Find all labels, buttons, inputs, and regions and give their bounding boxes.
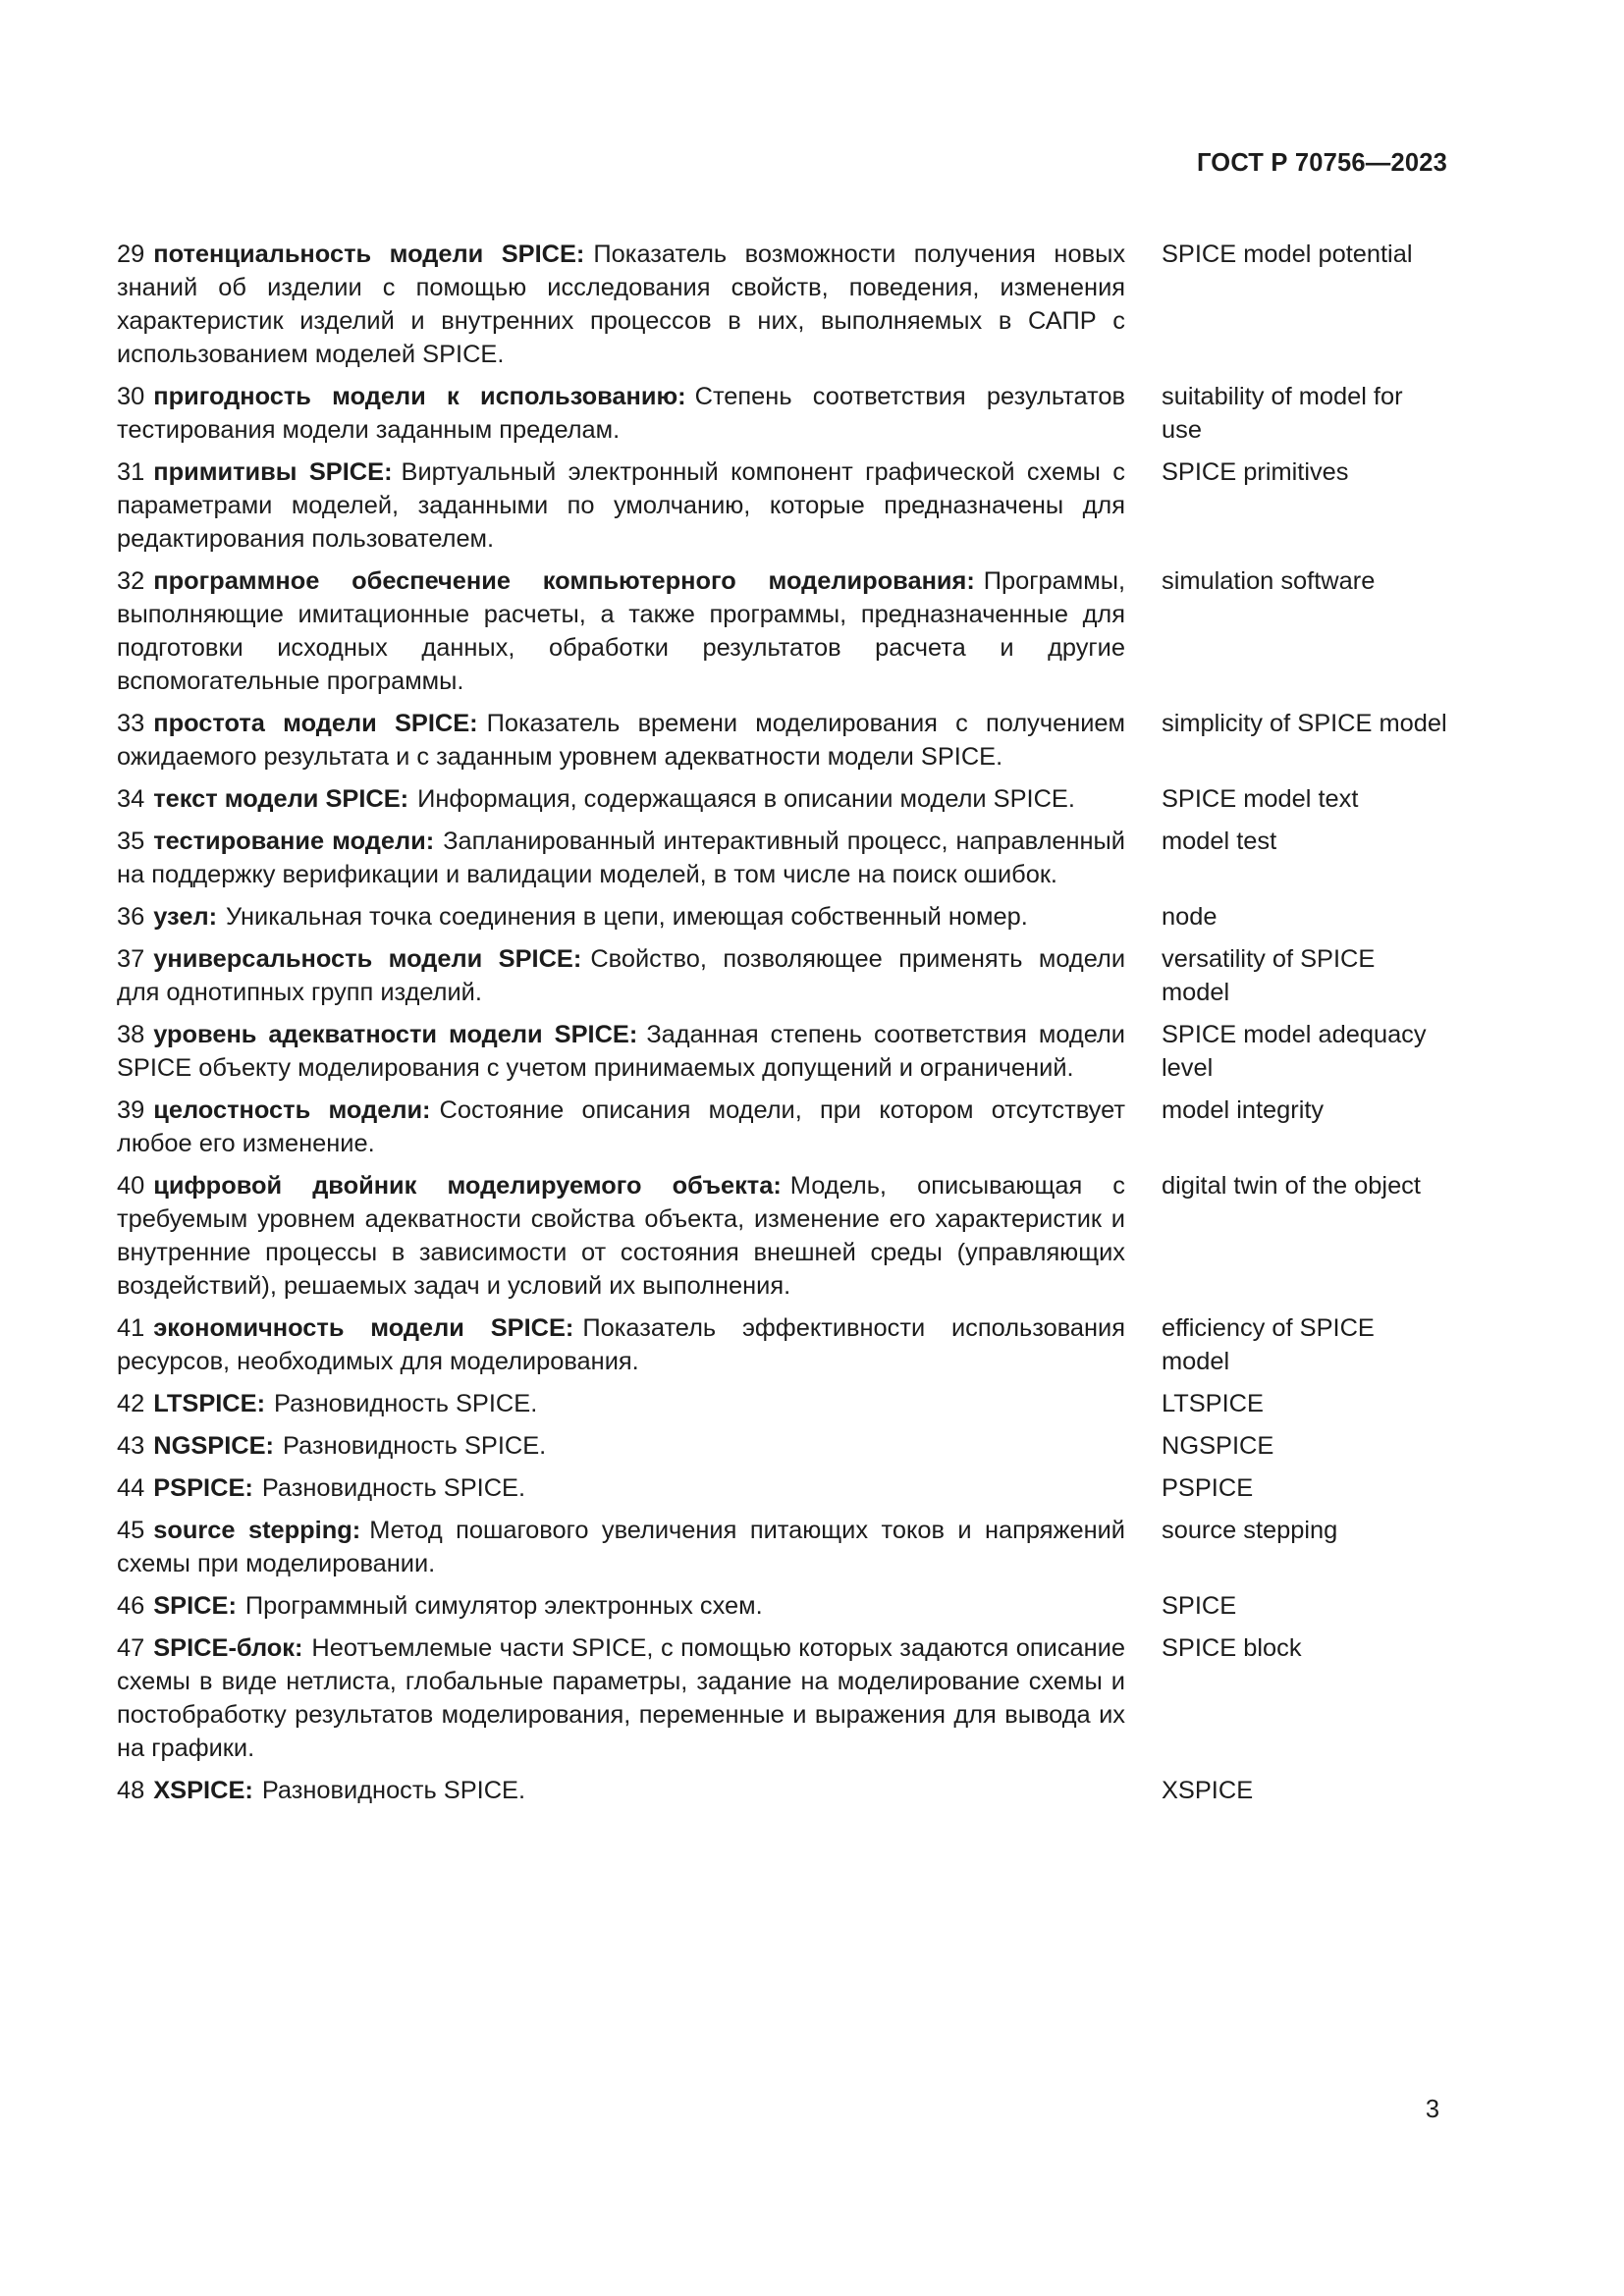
term-russian (117, 825, 1125, 891)
term-definition: Уникальная точка соединения в цепи, имеющая собственный номер. (226, 903, 1028, 931)
term-number: 48 (117, 1777, 145, 1804)
term-definition: Программы, выполняющие имитационные расчеты, а также программы, предназначенные для подготовки исходных данных, обработки результатов расчета и другие вспомогательные программы. (117, 567, 1125, 695)
term-russian (117, 1018, 1125, 1085)
term-name: LTSPICE: (153, 1390, 266, 1417)
term-definition: Информация, содержащаяся в описании модели SPICE. (417, 785, 1075, 813)
term-english: SPICE model adequacy level (1162, 1021, 1427, 1082)
term-russian (117, 1589, 1125, 1623)
term-entry (117, 1774, 1448, 1807)
term-definition: Степень соответствия результатов тестирования модели заданным пределам. (117, 383, 1125, 444)
term-entry (117, 1514, 1448, 1580)
term-entry (117, 1387, 1448, 1420)
term-name: примитивы SPICE: (153, 458, 393, 486)
term-number: 32 (117, 567, 145, 595)
term-definition: Показатель возможности получения новых знаний об изделии с помощью исследования свойств, поведения, изменения характеристик изделий и внутренних процессов в них, выполняемых в САПР с использованием моделей SPICE. (117, 240, 1126, 368)
term-english: efficiency of SPICE model (1162, 1314, 1375, 1375)
term-english: suitability of model for use (1162, 383, 1403, 444)
term-english: LTSPICE (1162, 1390, 1264, 1417)
term-name: PSPICE: (153, 1474, 253, 1502)
term-number: 29 (117, 240, 145, 268)
term-entry (117, 1094, 1448, 1160)
term-definition: Неотъемлемые части SPICE, с помощью которых задаются описание схемы в виде нетлиста, глобальные параметры, задание на моделирование схемы и постобработку результатов моделирования, переменные и выражения для вывода их на графики. (117, 1634, 1125, 1762)
term-name: source stepping: (153, 1517, 361, 1544)
term-russian (117, 1471, 1125, 1505)
term-entry (117, 1589, 1448, 1623)
term-name: экономичность модели SPICE: (153, 1314, 574, 1342)
term-russian (117, 455, 1125, 556)
term-number: 36 (117, 903, 145, 931)
term-english: NGSPICE (1162, 1432, 1274, 1460)
term-definition: Состояние описания модели, при котором отсутствует любое его изменение. (117, 1096, 1126, 1157)
term-name: NGSPICE: (153, 1432, 274, 1460)
term-number: 43 (117, 1432, 145, 1460)
term-number: 31 (117, 458, 145, 486)
term-entry (117, 825, 1448, 891)
term-number: 45 (117, 1517, 145, 1544)
term-entry (117, 782, 1448, 816)
term-english: SPICE (1162, 1592, 1237, 1620)
term-russian (117, 1514, 1125, 1580)
term-number: 44 (117, 1474, 145, 1502)
term-entry (117, 900, 1448, 934)
term-name: пригодность модели к использованию: (153, 383, 686, 410)
term-entry (117, 238, 1448, 371)
term-number: 39 (117, 1096, 145, 1124)
term-number: 46 (117, 1592, 145, 1620)
term-definition: Разновидность SPICE. (283, 1432, 547, 1460)
term-english: simplicity of SPICE model (1162, 710, 1447, 737)
term-english: SPICE block (1162, 1634, 1302, 1662)
term-russian (117, 564, 1125, 698)
term-russian (117, 1429, 1125, 1463)
term-english: PSPICE (1162, 1474, 1254, 1502)
term-name: универсальность модели SPICE: (153, 945, 582, 973)
document-code: ГОСТ Р 70756—2023 (1196, 149, 1447, 177)
term-russian (117, 1631, 1125, 1765)
term-definition: Разновидность SPICE. (261, 1474, 526, 1502)
term-entry (117, 1169, 1448, 1303)
term-definition: Метод пошагового увеличения питающих токов и напряжений схемы при моделировании. (117, 1517, 1125, 1577)
term-english: model integrity (1162, 1096, 1325, 1124)
term-number: 35 (117, 828, 145, 855)
term-name: программное обеспечение компьютерного моделирования: (153, 567, 975, 595)
term-english: digital twin of the object (1162, 1172, 1421, 1200)
term-russian (117, 1169, 1125, 1303)
term-russian (117, 380, 1125, 447)
term-english: SPICE model text (1162, 785, 1359, 813)
term-number: 47 (117, 1634, 145, 1662)
term-definition: Программный симулятор электронных схем. (244, 1592, 763, 1620)
term-number: 34 (117, 785, 145, 813)
term-number: 33 (117, 710, 145, 737)
term-russian (117, 238, 1125, 371)
term-definition: Заданная степень соответствия модели SPICE объекту моделирования с учетом принимаемых допущений и ограничений. (117, 1021, 1125, 1082)
term-definition: Свойство, позволяющее применять модели для однотипных групп изделий. (117, 945, 1126, 1006)
term-english: SPICE primitives (1162, 458, 1349, 486)
term-definition: Показатель эффективности использования ресурсов, необходимых для моделирования. (117, 1314, 1125, 1375)
term-entry (117, 707, 1448, 774)
term-name: целостность модели: (153, 1096, 431, 1124)
term-russian (117, 1094, 1125, 1160)
term-name: узел: (153, 903, 218, 931)
term-english: versatility of SPICE model (1162, 945, 1376, 1006)
term-russian (117, 1311, 1125, 1378)
term-definition: Показатель времени моделирования с получением ожидаемого результата и с заданным уровнем адекватности модели SPICE. (117, 710, 1125, 771)
term-number: 37 (117, 945, 145, 973)
term-russian (117, 942, 1125, 1009)
term-english: simulation software (1162, 567, 1376, 595)
term-english: SPICE model potential (1162, 240, 1413, 268)
term-number: 38 (117, 1021, 145, 1048)
term-english: model test (1162, 828, 1277, 855)
term-name: SPICE: (153, 1592, 237, 1620)
term-english: XSPICE (1162, 1777, 1254, 1804)
term-name: тестирование модели: (153, 828, 435, 855)
term-entry (117, 380, 1448, 447)
term-name: уровень адекватности модели SPICE: (153, 1021, 638, 1048)
term-name: цифровой двойник моделируемого объекта: (153, 1172, 782, 1200)
term-definition: Разновидность SPICE. (261, 1777, 526, 1804)
term-entry (117, 942, 1448, 1009)
term-name: текст модели SPICE: (153, 785, 409, 813)
term-russian (117, 707, 1125, 774)
term-english: node (1162, 903, 1218, 931)
term-russian (117, 782, 1125, 816)
term-entry (117, 455, 1448, 556)
term-name: XSPICE: (153, 1777, 253, 1804)
term-number: 41 (117, 1314, 145, 1342)
term-definition: Разновидность SPICE. (274, 1390, 538, 1417)
term-russian (117, 900, 1125, 934)
term-definition: Виртуальный электронный компонент графической схемы с параметрами моделей, заданными по умолчанию, которые предназначены для редактирования пользователем. (117, 458, 1125, 553)
term-number: 42 (117, 1390, 145, 1417)
term-russian (117, 1387, 1125, 1420)
page-number: 3 (1425, 2096, 1439, 2123)
term-entry (117, 1311, 1448, 1378)
term-number: 40 (117, 1172, 145, 1200)
term-definition: Запланированный интерактивный процесс, направленный на поддержку верификации и валидации моделей, в том числе на поиск ошибок. (117, 828, 1125, 888)
term-definition: Модель, описывающая с требуемым уровнем адекватности свойства объекта, изменение его характеристик и внутренние процессы в зависимости от состояния внешней среды (управляющих воздействий), решаемых задач и условий их выполнения. (117, 1172, 1125, 1300)
term-name: простота модели SPICE: (153, 710, 478, 737)
term-name: потенциальность модели SPICE: (153, 240, 585, 268)
term-entry (117, 1018, 1448, 1085)
term-entry (117, 1429, 1448, 1463)
term-entry (117, 564, 1448, 698)
term-number: 30 (117, 383, 145, 410)
term-name: SPICE-блок: (153, 1634, 303, 1662)
term-entry (117, 1631, 1448, 1765)
term-russian (117, 1774, 1125, 1807)
term-english: source stepping (1162, 1517, 1338, 1544)
terms-list (117, 238, 1448, 1816)
term-entry (117, 1471, 1448, 1505)
